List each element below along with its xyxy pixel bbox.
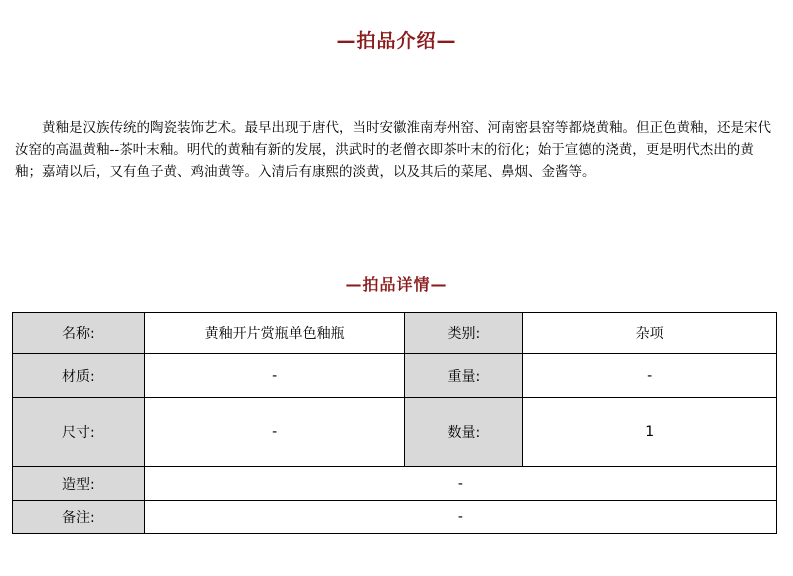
category-value: 杂项 (523, 313, 777, 354)
material-value: - (144, 354, 405, 398)
name-value: 黄釉开片赏瓶单色釉瓶 (144, 313, 405, 354)
details-section-title: —拍品详情— (345, 275, 448, 294)
intro-text: 黄釉是汉族传统的陶瓷装饰艺术。最早出现于唐代，当时安徽淮南寿州窑、河南密县窑等都烧黄釉。但正色黄釉，还是宋代汝窑的高温黄釉--茶叶末釉。明代的黄釉有新的发展，洪武时的老僧衣即茶叶末的衍化；始于宣德的浇黄，更是明代杰出的黄釉；嘉靖以后，又有鱼子黄、鸡油黄等。入清后有康熙的淡黄，以及其后的菜尾、鼻烟、金酱等。 (15, 120, 771, 180)
shape-label: 造型: (13, 467, 145, 501)
weight-label: 重量: (405, 354, 523, 398)
material-label: 材质: (13, 354, 145, 398)
quantity-label: 数量: (405, 398, 523, 467)
size-label: 尺寸: (13, 398, 145, 467)
quantity-value: 1 (523, 398, 777, 467)
category-label: 类别: (405, 313, 523, 354)
table-row (13, 501, 777, 534)
table-row (13, 467, 777, 501)
shape-value: - (144, 467, 776, 501)
intro-paragraph (15, 117, 773, 183)
details-table (12, 312, 777, 534)
table-row (13, 354, 777, 398)
table-row (13, 398, 777, 467)
notes-label: 备注: (13, 501, 145, 534)
name-label: 名称: (13, 313, 145, 354)
size-value: - (144, 398, 405, 467)
intro-section-title: —拍品介绍— (336, 30, 457, 52)
table-row (13, 313, 777, 354)
weight-value: - (523, 354, 777, 398)
notes-value: - (144, 501, 776, 534)
